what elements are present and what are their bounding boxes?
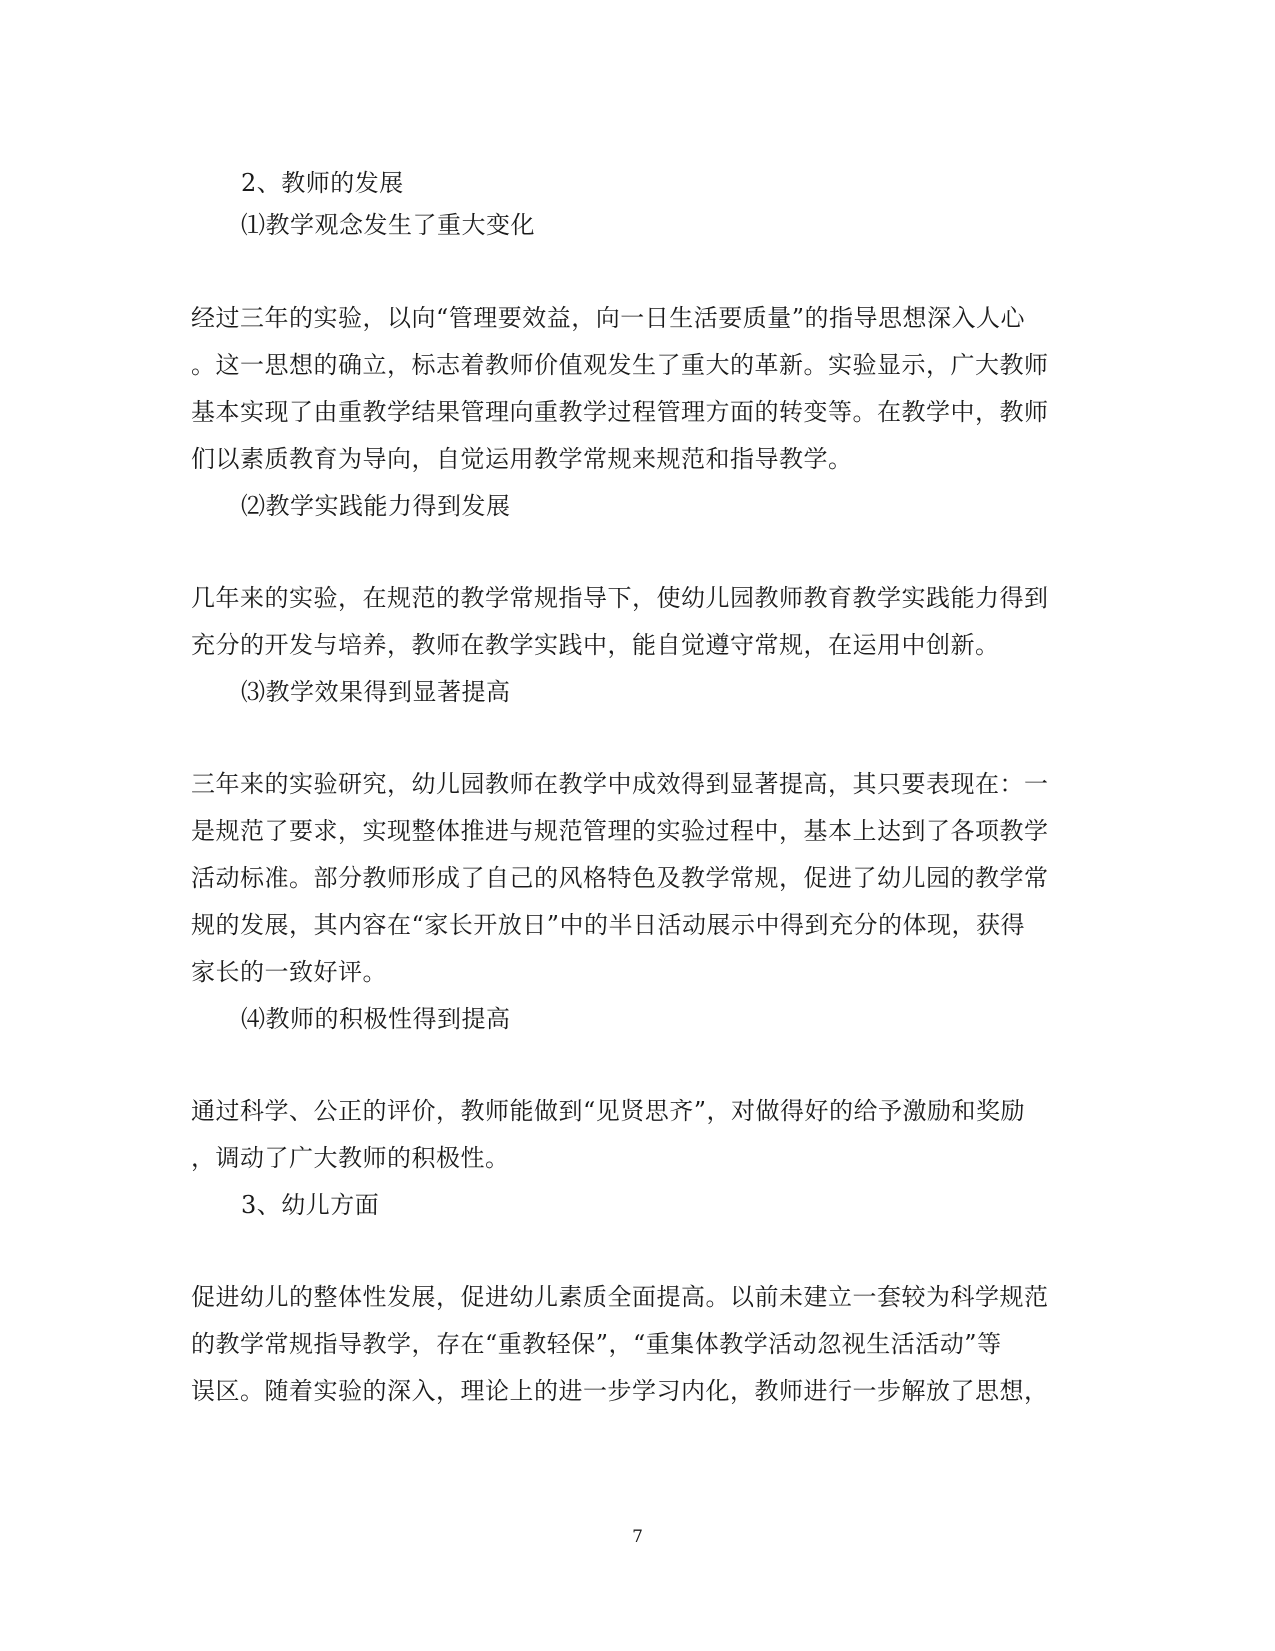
- paragraph-line: 的教学常规指导教学，存在“重教轻保”，“重集体教学活动忽视生活活动”等: [191, 1330, 1002, 1358]
- paragraph-line: 几年来的实验，在规范的教学常规指导下，使幼儿园教师教育教学实践能力得到: [191, 584, 1049, 612]
- subsection-heading: ⑷教师的积极性得到提高: [241, 1005, 511, 1033]
- paragraph-line: 是规范了要求，实现整体推进与规范管理的实验过程中，基本上达到了各项教学: [191, 817, 1049, 845]
- section-heading: 3、幼儿方面: [241, 1191, 380, 1219]
- paragraph-line: 基本实现了由重教学结果管理向重教学过程管理方面的转变等。在教学中，教师: [191, 398, 1049, 426]
- paragraph-line: 促进幼儿的整体性发展，促进幼儿素质全面提高。以前未建立一套较为科学规范: [191, 1283, 1049, 1311]
- paragraph-line: 活动标准。部分教师形成了自己的风格特色及教学常规，促进了幼儿园的教学常: [191, 864, 1049, 892]
- paragraph-line: 。这一思想的确立，标志着教师价值观发生了重大的革新。实验显示，广大教师: [191, 351, 1049, 379]
- paragraph-line: 们以素质教育为导向，自觉运用教学常规来规范和指导教学。: [191, 445, 853, 473]
- paragraph-line: 经过三年的实验，以向“管理要效益，向一日生活要质量”的指导思想深入人心: [191, 304, 1026, 332]
- page-number: 7: [632, 1527, 643, 1547]
- paragraph-line: 规的发展，其内容在“家长开放日”中的半日活动展示中得到充分的体现，获得: [191, 911, 1026, 939]
- paragraph-line: 家长的一致好评。: [191, 958, 387, 986]
- subsection-heading: ⑶教学效果得到显著提高: [241, 678, 511, 706]
- subsection-heading: ⑴教学观念发生了重大变化: [241, 211, 535, 239]
- paragraph-line: ，调动了广大教师的积极性。: [191, 1144, 510, 1172]
- paragraph-line: 通过科学、公正的评价，教师能做到“见贤思齐”，对做得好的给予激励和奖励: [191, 1097, 1026, 1125]
- paragraph-line: 三年来的实验研究，幼儿园教师在教学中成效得到显著提高，其只要表现在：一: [191, 770, 1049, 798]
- section-heading: 2、教师的发展: [241, 169, 404, 197]
- paragraph-line: 充分的开发与培养，教师在教学实践中，能自觉遵守常规，在运用中创新。: [191, 631, 1000, 659]
- subsection-heading: ⑵教学实践能力得到发展: [241, 492, 511, 520]
- paragraph-line: 误区。随着实验的深入，理论上的进一步学习内化，教师进行一步解放了思想，: [191, 1377, 1049, 1405]
